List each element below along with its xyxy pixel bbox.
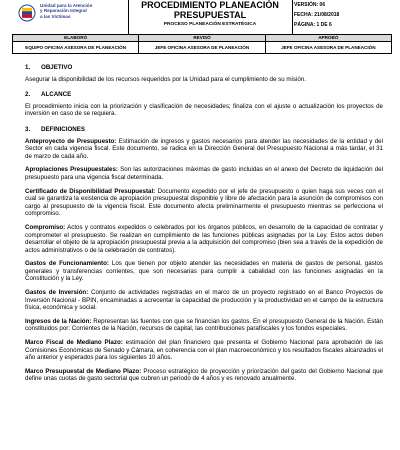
definition-text: Representan las fuentes con que se financian los gastos. En el presupuesto General de la Nación. Están constituidos por: Corrientes de la Nación, recursos de capital, las contribuciones parafiscales y los fondos especiales. bbox=[25, 317, 383, 333]
objetivo-text: Asegurar la disponibilidad de los recursos requeridos por la Unidad para el cumplimiento de su misión. bbox=[25, 75, 306, 83]
definition-term: Ingresos de la Nación: bbox=[25, 317, 92, 325]
definition-item bbox=[25, 224, 383, 254]
definition-text: Conjunto de actividades registradas en el marco de un proyecto registrado en el Banco Proyectos de Inversión Nacional - BPIN, encaminadas a acrecentar la capacidad de producción y la productividad en el campo de la estructura física, económica y social. bbox=[25, 289, 383, 312]
document-header bbox=[12, 0, 392, 34]
definition-term: Certificado de Disponibilidad Presupuestal: bbox=[25, 187, 156, 195]
definition-item bbox=[25, 188, 383, 218]
value-reviso: JEFE OFICINA ASESORA DE PLANEACIÓN bbox=[139, 42, 265, 54]
definition-term: Gastos de Inversión: bbox=[25, 289, 89, 297]
definition-term: Apropiaciones Presupuestales: bbox=[25, 166, 118, 174]
section-title: DEFINICIONES bbox=[41, 125, 86, 133]
alcance-text: El procedimiento inicia con la priorización y clasificación de necesidades; finaliza con el ajuste o actualización los proyectos de inversión en caso de se requiera. bbox=[25, 102, 383, 118]
process-subtitle: PROCESO PLANEACIÓN ESTRATÉGICA bbox=[163, 22, 257, 27]
section-heading-alcance bbox=[25, 91, 383, 99]
definition-text: Son las autorizaciones máximas de gasto incluidas en el anexo del Decreto de liquidación del presupuesto para una vigencia fiscal determinada. bbox=[25, 166, 384, 181]
definition-text: estimación del plan financiero que presenta el Gobierno Nacional para aprobación de las Comisiones Económicas de Senado y Cámara, en coherencia con el plan macroeconómico y los resultados fiscales alcanzados el año anterior y esperados para los siguientes 10 años. bbox=[25, 339, 383, 362]
definition-text: Proceso estratégico de proyección y priorización del gasto del Gobierno Nacional que define unas cuotas de gasto sectorial que cubren un periodo de 4 años y es renovado anualmente. bbox=[25, 367, 383, 383]
header-aprobo: APROBÓ bbox=[265, 35, 391, 42]
header-elaboro: ELABORÓ bbox=[13, 35, 139, 42]
definition-term: Marco Presupuestal de Mediano Plazo: bbox=[25, 367, 142, 375]
value-elaboro: EQUIPO OFICINA ASESORA DE PLANEACIÓN bbox=[13, 42, 139, 54]
definition-text: Actos y contratos expedidos o celebrados por los órganos públicos, en desarrollo de la capacidad de contratar y comprometer el presupuesto. Se realizan en cumplimiento de las funciones públicas asignadas por la Ley. Estos actos deben desarrollar el objeto de la apropiación presupuestal previa a la adquisición del compromiso (bien sea a través de la expedición de actos administrativos o de la celebración de contratos). bbox=[25, 223, 383, 254]
colombia-emblem-icon bbox=[18, 4, 36, 22]
document-meta bbox=[294, 0, 392, 30]
document-title-line-1: PROCEDIMIENTO PLANEACIÓN bbox=[141, 0, 279, 10]
definition-term: Gastos de Funcionamiento: bbox=[25, 260, 109, 268]
logo-line: a las Víctimas bbox=[40, 13, 71, 19]
definition-text: Estimación de ingresos y gastos necesarios para atender las necesidades de la entidad y del Sector en cada vigencia fiscal. Este documento, se radica en la Dirección General del Presupuesto Nacional a más tardar, el 31 de marzo de cada año. bbox=[25, 137, 383, 160]
document-body bbox=[25, 56, 383, 389]
version-label: VERSIÓN: 06 bbox=[294, 2, 326, 8]
logo-line: y Reparación Integral bbox=[40, 8, 87, 14]
definition-term: Anteproyecto de Presupuesto: bbox=[25, 137, 117, 145]
definition-text: Documento expedido por el jefe de presupuesto o quien haga sus veces con el cual se garantiza la existencia de apropiación presupuestal disponible y libre de afectación para la asunción de compromisos con cargo al presupuesto de la vigencia fiscal. Este documento afecta preliminarmente el presupuesto mientras se perfecciona el compromiso. bbox=[25, 187, 383, 218]
definition-item bbox=[25, 339, 383, 362]
definition-item bbox=[25, 138, 383, 161]
approval-value-row bbox=[13, 42, 392, 54]
section-heading-definiciones bbox=[25, 126, 383, 134]
definition-term: Marco Fiscal de Mediano Plazo: bbox=[25, 339, 123, 347]
definition-item bbox=[25, 289, 383, 312]
date-label: FECHA: 21/08/2018 bbox=[294, 12, 340, 18]
header-reviso: REVISÓ bbox=[139, 35, 265, 42]
logo-text bbox=[40, 3, 126, 19]
page-label: PÁGINA: 1 DE 6 bbox=[294, 22, 332, 28]
section-heading-objetivo bbox=[25, 64, 383, 72]
definition-item bbox=[25, 368, 383, 383]
definition-text: Los que tienen por objeto atender las necesidades en materia de gastos de personal, gastos generales y transferencias corrientes, que son necesarias para cumplir a cabalidad con las funciones asignadas en la Constitución y la Ley. bbox=[25, 260, 383, 283]
definition-term: Compromiso: bbox=[25, 223, 66, 231]
approval-table bbox=[12, 34, 392, 54]
section-number: 1. bbox=[25, 64, 31, 71]
section-title: OBJETIVO bbox=[41, 64, 73, 71]
logo-area bbox=[12, 0, 129, 34]
definition-item bbox=[25, 166, 383, 181]
title-area bbox=[128, 0, 293, 34]
section-number: 3. bbox=[25, 125, 31, 133]
definition-item bbox=[25, 318, 383, 333]
value-aprobo: JEFE OFICINA ASESORA DE PLANEACIÓN bbox=[265, 42, 391, 54]
logo-line: Unidad para la Atención bbox=[40, 3, 93, 8]
document-title-line-2: PRESUPUESTAL bbox=[173, 10, 247, 20]
section-number: 2. bbox=[25, 91, 31, 99]
section-title: ALCANCE bbox=[41, 91, 72, 99]
definition-item bbox=[25, 260, 383, 283]
approval-header-row bbox=[13, 35, 392, 42]
